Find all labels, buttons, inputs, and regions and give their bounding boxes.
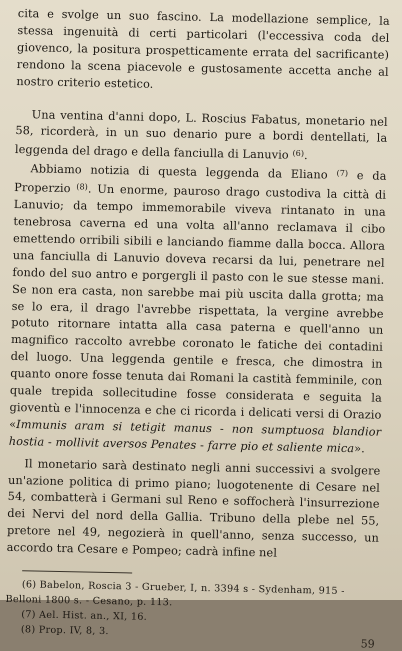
footnote-7-text: (7) Ael. Hist. an., XI, 16. [21, 609, 148, 623]
paragraph-4: Il monetario sarà destinato negli anni successivi a svolgere un'azione politica di primo piano; luogotenente di Cesare nel 54, combatterà i Germani sul Reno e soffocherà l'insurrezione dei Nervi del nord della Gallia. Tribuno della plebe nel 55, pretore nel 49, negozierà in quell'anno, senza successo, un accordo tra Cesare e Pompeo; cadrà infine nel [6, 456, 381, 560]
paragraph-3-text-c: . Un enorme, pauroso drago custodiva la città di Lanuvio; da tempo immemorabile viveva rintanato in una tenebrosa caverna ed una volta all'anno reclamava il cibo emettendo orribili sibili e lanciando fiamme dalla bocca. Allora una fanciulla di Lanuvio doveva recarsi da lui, penetrare nel fondo del suo antro e porgergli il pasto con le sue stesse mani. Se non era casta, non sarebbe mai più uscita dalla grotta; ma se lo era, il drago l'avrebbe rispettata, la vergine avrebbe potuto ritornare intatta alla casa paterna e quell'anno un magnifico raccolto avrebbe coronato le fatiche dei contadini del luogo. Una leggenda gentile e fresca, che dimostra in quanto onore fosse tenuta dai Romani la castità femminile, con quale trepida sollecitudine fosse considerata e seguita la gioventù e l'innocenza e che ci ricorda i delicati versi di Orazio « [9, 182, 387, 431]
footnote-ref-8: (8) [76, 182, 89, 192]
paragraph-1: cita e svolge un suo fascino. La modellazione semplice, la stessa ingenuità di certi particolari (l'eccessiva coda del giovenco, la positura prospetticamente errata del sacrificante) rendono la scena piacevole e gustosamente accetta anche al nostro criterio estetico. [16, 6, 390, 91]
text-block [5, 6, 390, 651]
footnote-ref-6: (6) [292, 149, 305, 159]
footnote-ref-7: (7) [336, 168, 349, 179]
footnote-6-text: (6) Babelon, Roscia 3 - Grueber, I, n. 3394 s - Sydenham, 915 - Belloni 1800 s. - Cesano, p. 113. [5, 579, 345, 609]
page-number: 59 [360, 637, 375, 651]
footnote-8-text: (8) Prop. IV, 8, 3. [20, 624, 109, 638]
paragraph-3-text-a: Abbiamo notizia di questa leggenda da Eliano [30, 162, 328, 182]
paragraph-3-text-d: ». [354, 441, 366, 456]
horace-quote: Immunis aram si tetigit manus - non sumptuosa blandior hostia - mollivit aversos Penates - farre pio et saliente mica [8, 417, 382, 455]
paragraph-3 [9, 159, 387, 458]
paragraph-3-text-b: e da Properzio [14, 169, 387, 196]
footnote-divider [22, 570, 132, 573]
paragraph-2: Una ventina d'anni dopo, L. Roscius Fabatus, monetario nel 58, ricorderà, in un suo denario pure a bordi dentellati, la leggenda del drago e della fanciulla di Lanuvio $^{(6)}$. [14, 107, 388, 163]
paragraph-2-text: Una ventina d'anni dopo, L. Roscius Fabatus, monetario nel 58, ricorderà, in un suo denario pure a bordi dentellati, la leggenda del drago e della fanciulla di Lanuvio [14, 107, 388, 163]
